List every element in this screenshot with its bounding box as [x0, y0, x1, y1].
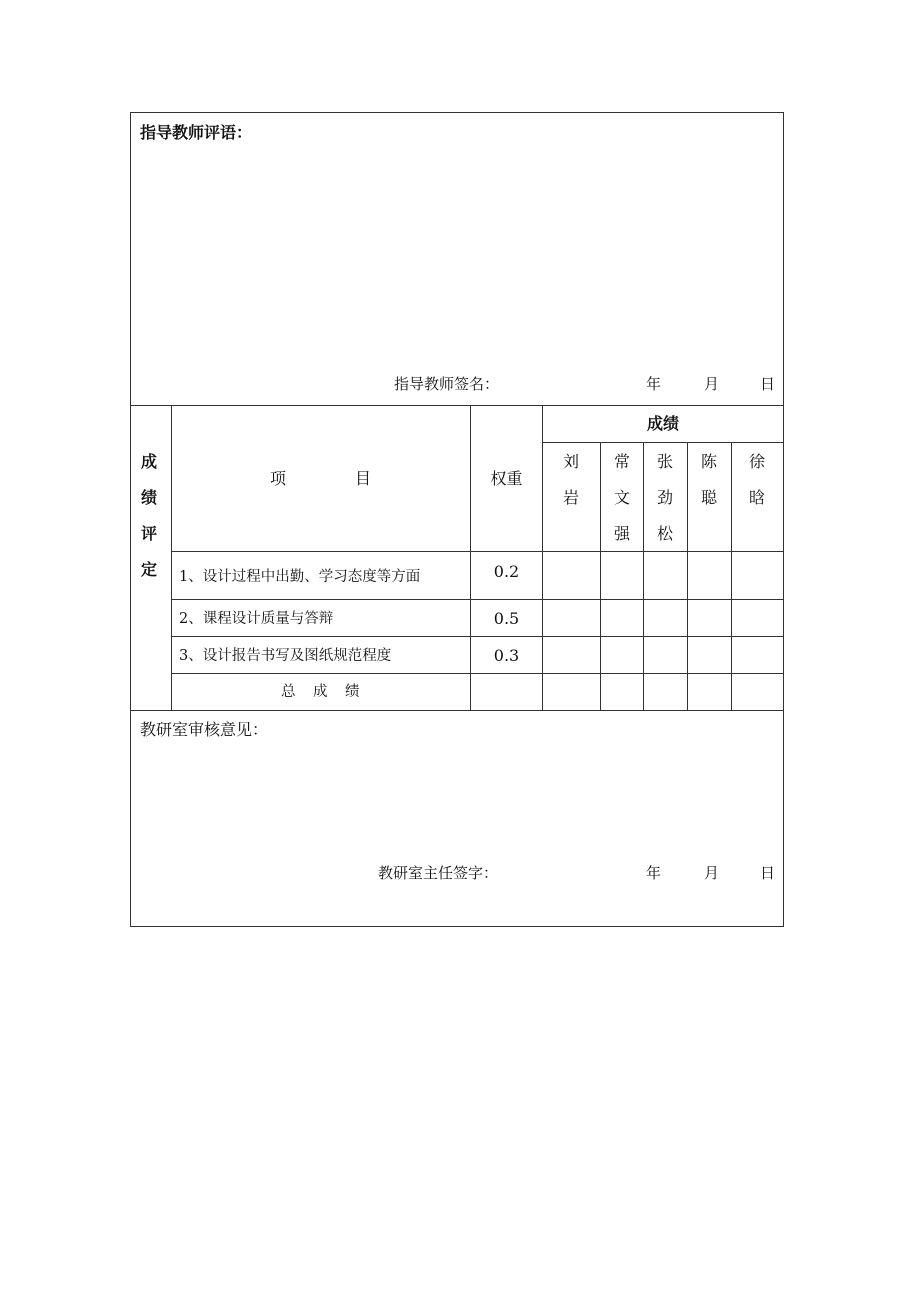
score-cell[interactable] [732, 600, 783, 636]
score-cell[interactable] [601, 552, 643, 599]
student-name-zhang-jinsong [655, 444, 675, 552]
total-score-cell[interactable] [688, 674, 731, 710]
criterion-weight: 0.2 [493, 562, 520, 581]
item-header-char: 目 [355, 469, 372, 488]
student-name-char: 文 [613, 488, 630, 507]
score-cell[interactable] [688, 637, 731, 673]
score-cell[interactable] [601, 600, 643, 636]
student-name-char: 岩 [562, 488, 579, 507]
review-date-year: 年 [646, 864, 662, 882]
side-label-char: 绩 [140, 488, 157, 507]
student-name-char: 徐 [748, 452, 765, 471]
weight-header: 权重 [490, 469, 523, 488]
criterion-label: 3、设计报告书写及图纸规范程度 [179, 648, 392, 664]
side-label-char: 成 [140, 452, 157, 471]
review-signature-label: 教研室主任签字： [378, 864, 499, 882]
criterion-weight: 0.5 [493, 609, 520, 628]
total-score-cell[interactable] [644, 674, 687, 710]
review-opinion-title: 教研室审核意见： [140, 720, 269, 739]
advisor-signature-label: 指导教师签名： [394, 375, 500, 393]
side-label-char: 定 [140, 560, 157, 579]
student-name-xu-han [747, 444, 767, 516]
score-cell[interactable] [644, 637, 687, 673]
score-cell[interactable] [644, 600, 687, 636]
scores-header: 成绩 [646, 414, 679, 433]
advisor-comment-title: 指导教师评语： [140, 123, 253, 142]
item-header-char: 项 [270, 469, 287, 488]
total-score-cell[interactable] [601, 674, 643, 710]
student-name-char: 常 [613, 452, 630, 471]
section-divider [131, 405, 783, 406]
score-cell[interactable] [543, 637, 600, 673]
criterion-label: 1、设计过程中出勤、学习态度等方面 [179, 569, 421, 585]
student-name-char: 松 [656, 524, 673, 543]
score-cell[interactable] [732, 552, 783, 599]
review-date-month: 月 [704, 864, 720, 882]
criterion-label: 2、课程设计质量与答辩 [179, 611, 334, 627]
advisor-comment-area[interactable] [141, 147, 771, 357]
total-label-char: 成 [313, 684, 328, 700]
student-name-liu-yan [561, 444, 581, 516]
grid-line [171, 405, 172, 710]
total-label-char: 绩 [345, 684, 360, 700]
student-name-chang-wenqiang [612, 444, 632, 552]
student-name-char: 晗 [748, 488, 765, 507]
total-score-cell[interactable] [732, 674, 783, 710]
section-divider [131, 710, 783, 711]
review-opinion-area[interactable] [141, 745, 771, 855]
evaluation-form [130, 112, 784, 927]
advisor-date-month: 月 [704, 375, 720, 393]
review-date-day: 日 [760, 864, 776, 882]
score-cell[interactable] [601, 637, 643, 673]
advisor-date-year: 年 [646, 375, 662, 393]
student-name-char: 陈 [700, 452, 717, 471]
score-cell[interactable] [688, 552, 731, 599]
score-cell[interactable] [543, 600, 600, 636]
grid-line [542, 442, 783, 443]
score-cell[interactable] [543, 552, 600, 599]
score-cell[interactable] [688, 600, 731, 636]
total-weight-cell[interactable] [471, 674, 542, 710]
student-name-char: 张 [656, 452, 673, 471]
criterion-weight: 0.3 [493, 646, 520, 665]
student-name-char: 劲 [656, 488, 673, 507]
student-name-char: 聪 [700, 488, 717, 507]
side-label-char: 评 [140, 524, 157, 543]
advisor-date-day: 日 [760, 375, 776, 393]
score-cell[interactable] [644, 552, 687, 599]
total-score-cell[interactable] [543, 674, 600, 710]
student-name-char: 刘 [562, 452, 579, 471]
total-label-char: 总 [281, 684, 296, 700]
score-cell[interactable] [732, 637, 783, 673]
grade-side-label [139, 444, 159, 588]
student-name-char: 强 [613, 524, 630, 543]
student-name-chen-cong [699, 444, 719, 516]
